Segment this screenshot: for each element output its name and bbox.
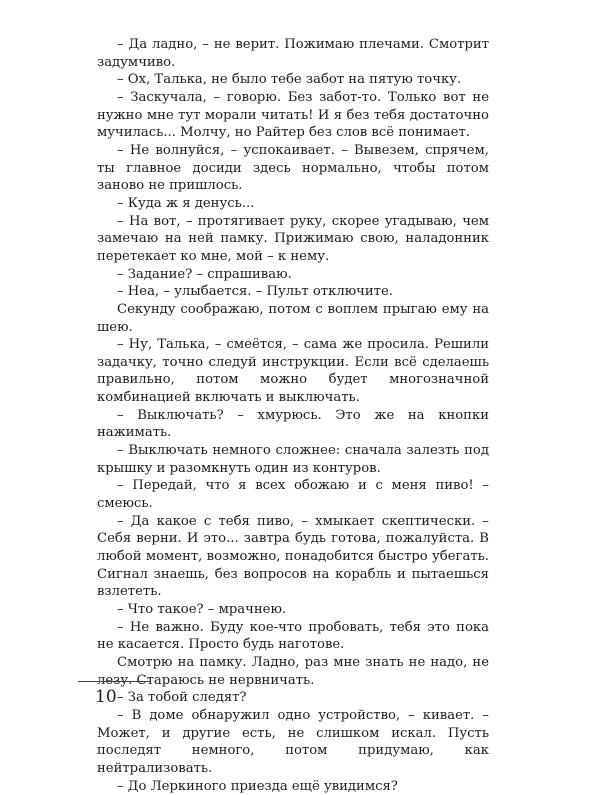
paragraph: – Что такое? – мрачнею. [117,602,287,617]
paragraph: – В доме обнаружил одно устройство, – кивает. – Может, и другие есть, не слишком искал. Пусть последят немного, потом придумаю, как нейтрализовать. [97,707,489,776]
paragraph: – Неа, – улыбается. – Пульт отключите. [117,284,393,300]
paragraph: – Заскучала, – говорю. Без забот-то. Только вот не нужно мне тут морали читать! И я без тебя достаточно мучилась... Молчу, но Райтер без слов всё понимает. [97,89,489,141]
paragraph: – Выключать немного сложнее: сначала залезть под крышку и разомкнуть один из контуров. [97,443,489,476]
paragraph: – Куда ж я денусь... [117,195,255,211]
paragraph: – Передай, что я всех обожаю и с меня пиво! – смеюсь. [97,478,489,512]
body-text [97,36,489,795]
paragraph: – До Леркиного приезда ещё увидимся? [117,778,398,794]
paragraph: – Задание? – спрашиваю. [117,266,292,282]
paragraph: – Не важно. Буду кое-что пробовать, тебя это пока не касается. Просто будь наготове. [97,619,489,653]
paragraph: – Да какое с тебя пиво, – хмыкает скептически. – Себя верни. И это... завтра будь готова, пожалуйста. В любой момент, возможно, понадобится быстро убегать. Сигнал знаешь, без вопросов на корабль и пытаешься взлететь. [97,513,489,600]
paragraph: – На вот, – протягивает руку, скорее угадываю, чем замечаю на ней памку. Прижимаю свою, наладонник перетекает ко мне, мой – к нему. [97,213,489,264]
page-number: 10 [95,687,117,707]
footer-divider [78,681,150,682]
paragraph: – Да ладно, – не верит. Пожимаю плечами. Смотрит задумчиво. [97,37,489,70]
paragraph: Секунду соображаю, потом с воплем прыгаю ему на шею. [97,301,489,335]
paragraph: – Ну, Талька, – смеётся, – сама же просила. Решили задачку, точно следуй инструкции. Если всё сделаешь правильно, потом можно будет многозначной комбинацией включать и выключать. [97,337,489,406]
paragraph: – Выключать? – хмурюсь. Это же на кнопки нажимать. [97,407,489,441]
paragraph: – За тобой следят? [117,690,247,706]
paragraph: Смотрю на памку. Ладно, раз мне знать не надо, не лезу. Стараюсь не нервничать. [97,654,489,688]
paragraph: – Не волнуйся, – успокаивает. – Вывезем, спрячем, ты главное досиди здесь нормально, чтобы потом заново не пришлось. [97,142,489,194]
paragraph: – Ох, Талька, не было тебе забот на пятую точку. [117,72,462,88]
